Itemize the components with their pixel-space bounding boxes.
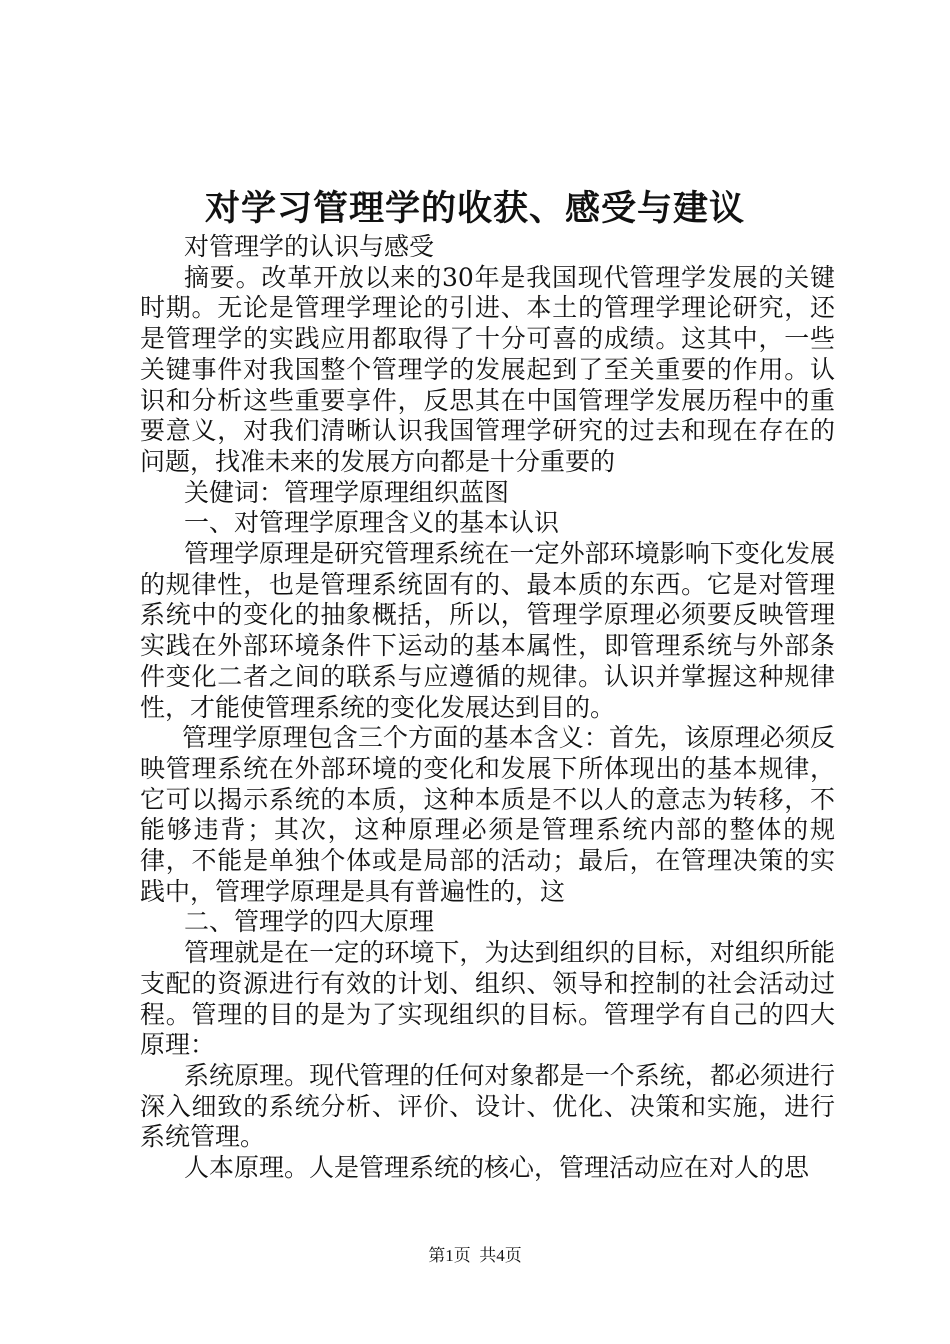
document-body: [140, 232, 835, 1184]
paragraph-management: 管理就是在一定的环境下，为达到组织的目标，对组织所能支配的资源进行有效的计划、组织、领导和控制的社会活动过程。管理的目的是为了实现组织的目标。管理学有自己的四大原理：: [140, 938, 835, 1060]
paragraph-human-principle: 人本原理。人是管理系统的核心，管理活动应在对人的思: [184, 1153, 810, 1183]
paragraph-three-meanings: 管理学原理包含三个方面的基本含义：首先，该原理必须反映管理系统在外部环境的变化和发展下所体现出的基本规律，它可以揭示系统的本质，这种本质是不以人的意志为转移，不能够违背；其次，这种原理必须是管理系统内部的整体的规律，不能是单独个体或是局部的活动；最后，在管理决策的实践中，管理学原理是具有普遍性的，这: [140, 723, 835, 906]
paragraph-definition: 管理学原理是研究管理系统在一定外部环境影响下变化发展的规律性，也是管理系统固有的、最本质的东西。它是对管理系统中的变化的抽象概括，所以，管理学原理必须要反映管理实践在外部环境条件下运动的基本属性，即管理系统与外部条件变化二者之间的联系与应遵循的规律。认识并掌握这种规律性，才能使管理系统的变化发展达到目的。: [140, 539, 835, 722]
paragraph-keywords: 关健词：管理学原理组织蓝图: [184, 477, 510, 507]
paragraph-abstract: 摘要。改革开放以来的30年是我国现代管理学发展的关键时期。无论是管理学理论的引进、本土的管理学理论研究，还是管理学的实践应用都取得了十分可喜的成绩。这其中，一些关键事件对我国整个管理学的发展起到了至关重要的作用。认识和分析这些重要享件，反思其在中国管理学发展历程中的重要意义，对我们清晰认识我国管理学研究的过去和现在存在的问题，找准未来的发展方向都是十分重要的: [140, 262, 835, 476]
document-title: 对学习管理学的收获、感受与建议: [204, 188, 745, 229]
page-footer: [0, 1244, 950, 1268]
section-heading-1: 一、对管理学原理含义的基本认识: [184, 508, 560, 538]
page-number: 第1页 共4页: [428, 1246, 522, 1265]
section-heading-2: 二、管理学的四大原理: [184, 907, 435, 937]
paragraph-subtitle: 对管理学的认识与感受: [184, 232, 435, 261]
paragraph-system-principle: 系统原理。现代管理的任何对象都是一个系统，都必须进行深入细致的系统分析、评价、设计、优化、决策和实施，进行系统管理。: [140, 1060, 835, 1152]
